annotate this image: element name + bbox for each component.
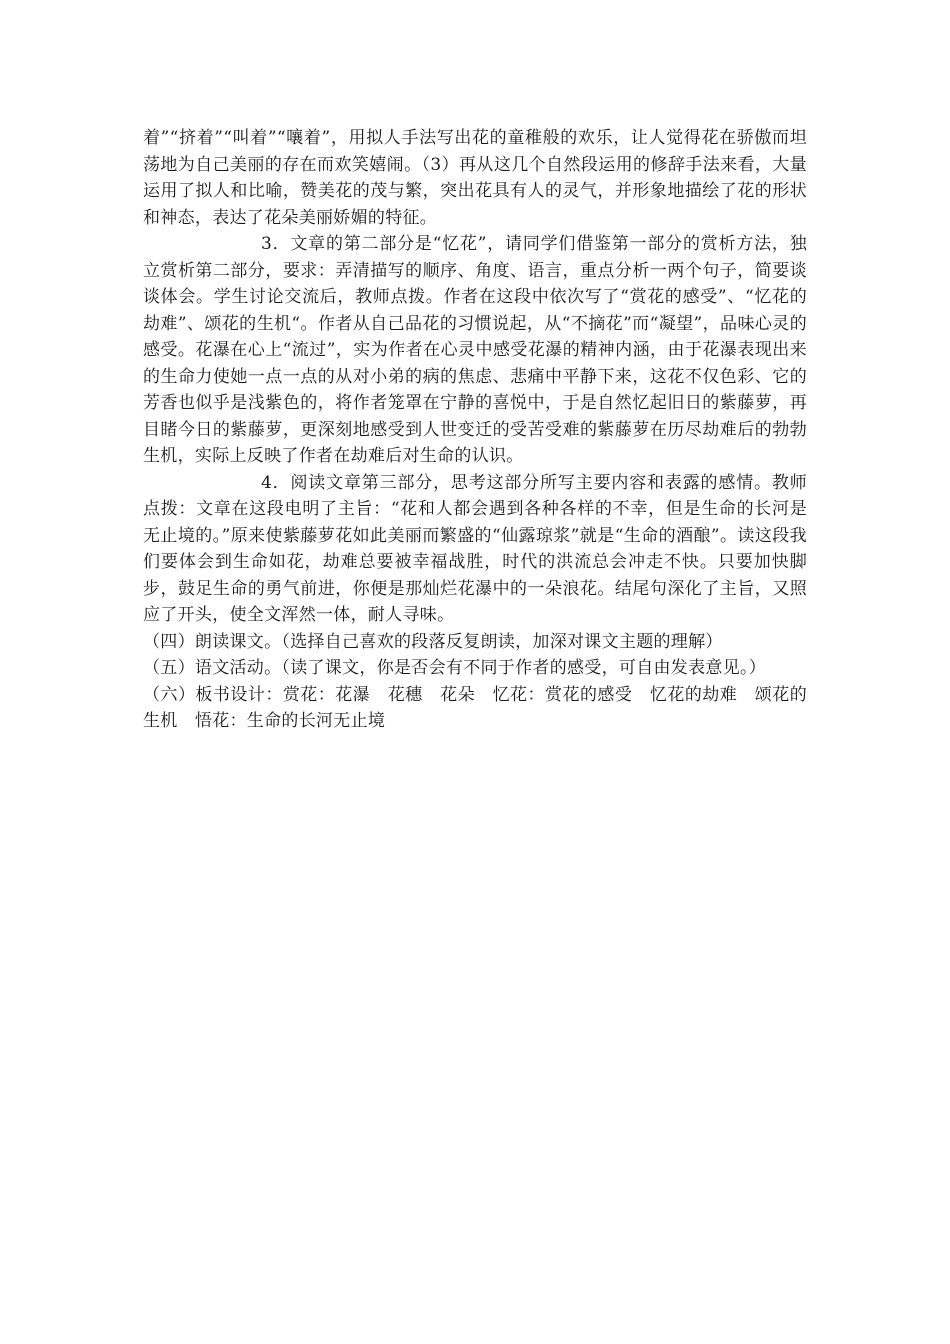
paragraph-language-activity: （五）语文活动。（读了课文，你是否会有不同于作者的感受，可自由发表意见。）: [143, 658, 767, 678]
paragraph-reading-aloud: （四）朗读课文。（选择自己喜欢的段落反复朗读，加深对课文主题的理解）: [143, 631, 723, 652]
document-body: [143, 125, 807, 735]
paragraph-part-three-analysis: 4．阅读文章第三部分，思考这部分所写主要内容和表露的感情。教师点拨：文章在这段电明了主旨：“花和人都会遇到各种各样的不幸，但是生命的长河是无止境的。”原来使紫藤萝花如此美丽而繁盛的“仙露琼浆”就是“生命的酒酿”。读这段我们要体会到生命如花，劫难总要被幸福战胜，时代的洪流总会冲走不快。只要加快脚步，鼓足生命的勇气前进，你便是那灿烂花瀑中的一朵浪花。结尾句深化了主旨，又照应了开头，使全文浑然一体，耐人寻味。: [143, 472, 807, 625]
paragraph-blackboard-design: （六）板书设计：赏花：花瀑 花穗 花朵 忆花：赏花的感受 忆花的劫难 颂花的生机 悟花：生命的长河无止境: [143, 684, 807, 731]
paragraph-part-two-analysis: 3．文章的第二部分是“忆花”，请同学们借鉴第一部分的赏析方法，独立赏析第二部分，要求：弄清描写的顺序、角度、语言，重点分析一两个句子，简要谈谈体会。学生讨论交流后，教师点拨。作者在这段中依次写了“赏花的感受”、“忆花的劫难”、颂花的生机“。作者从自己品花的习惯说起，从“不摘花”而“凝望”，品味心灵的感受。花瀑在心上“流过”，实为作者在心灵中感受花瀑的精神内涵，由于花瀑表现出来的生命力使她一点一点的从对小弟的病的焦虑、悲痛中平静下来，这花不仅色彩、它的芳香也似乎是浅紫色的，将作者笼罩在宁静的喜悦中，于是自然忆起旧日的紫藤萝，再目睹今日的紫藤萝，更深刻地感受到人世变迁的受苦受难的紫藤萝在历尽劫难后的勃勃生机，实际上反映了作者在劫难后对生命的认识。: [143, 234, 807, 466]
paragraph-rhetoric-analysis: 着”“挤着”“叫着”“嚷着”，用拟人手法写出花的童稚般的欢乐，让人觉得花在骄傲而坦荡地为自己美丽的存在而欢笑嬉闹。（3）再从这几个自然段运用的修辞手法来看，大量运用了拟人和比喻，赞美花的茂与繁，突出花具有人的灵气，并形象地描绘了花的形状和神态，表达了花朵美丽娇媚的特征。: [143, 128, 807, 228]
